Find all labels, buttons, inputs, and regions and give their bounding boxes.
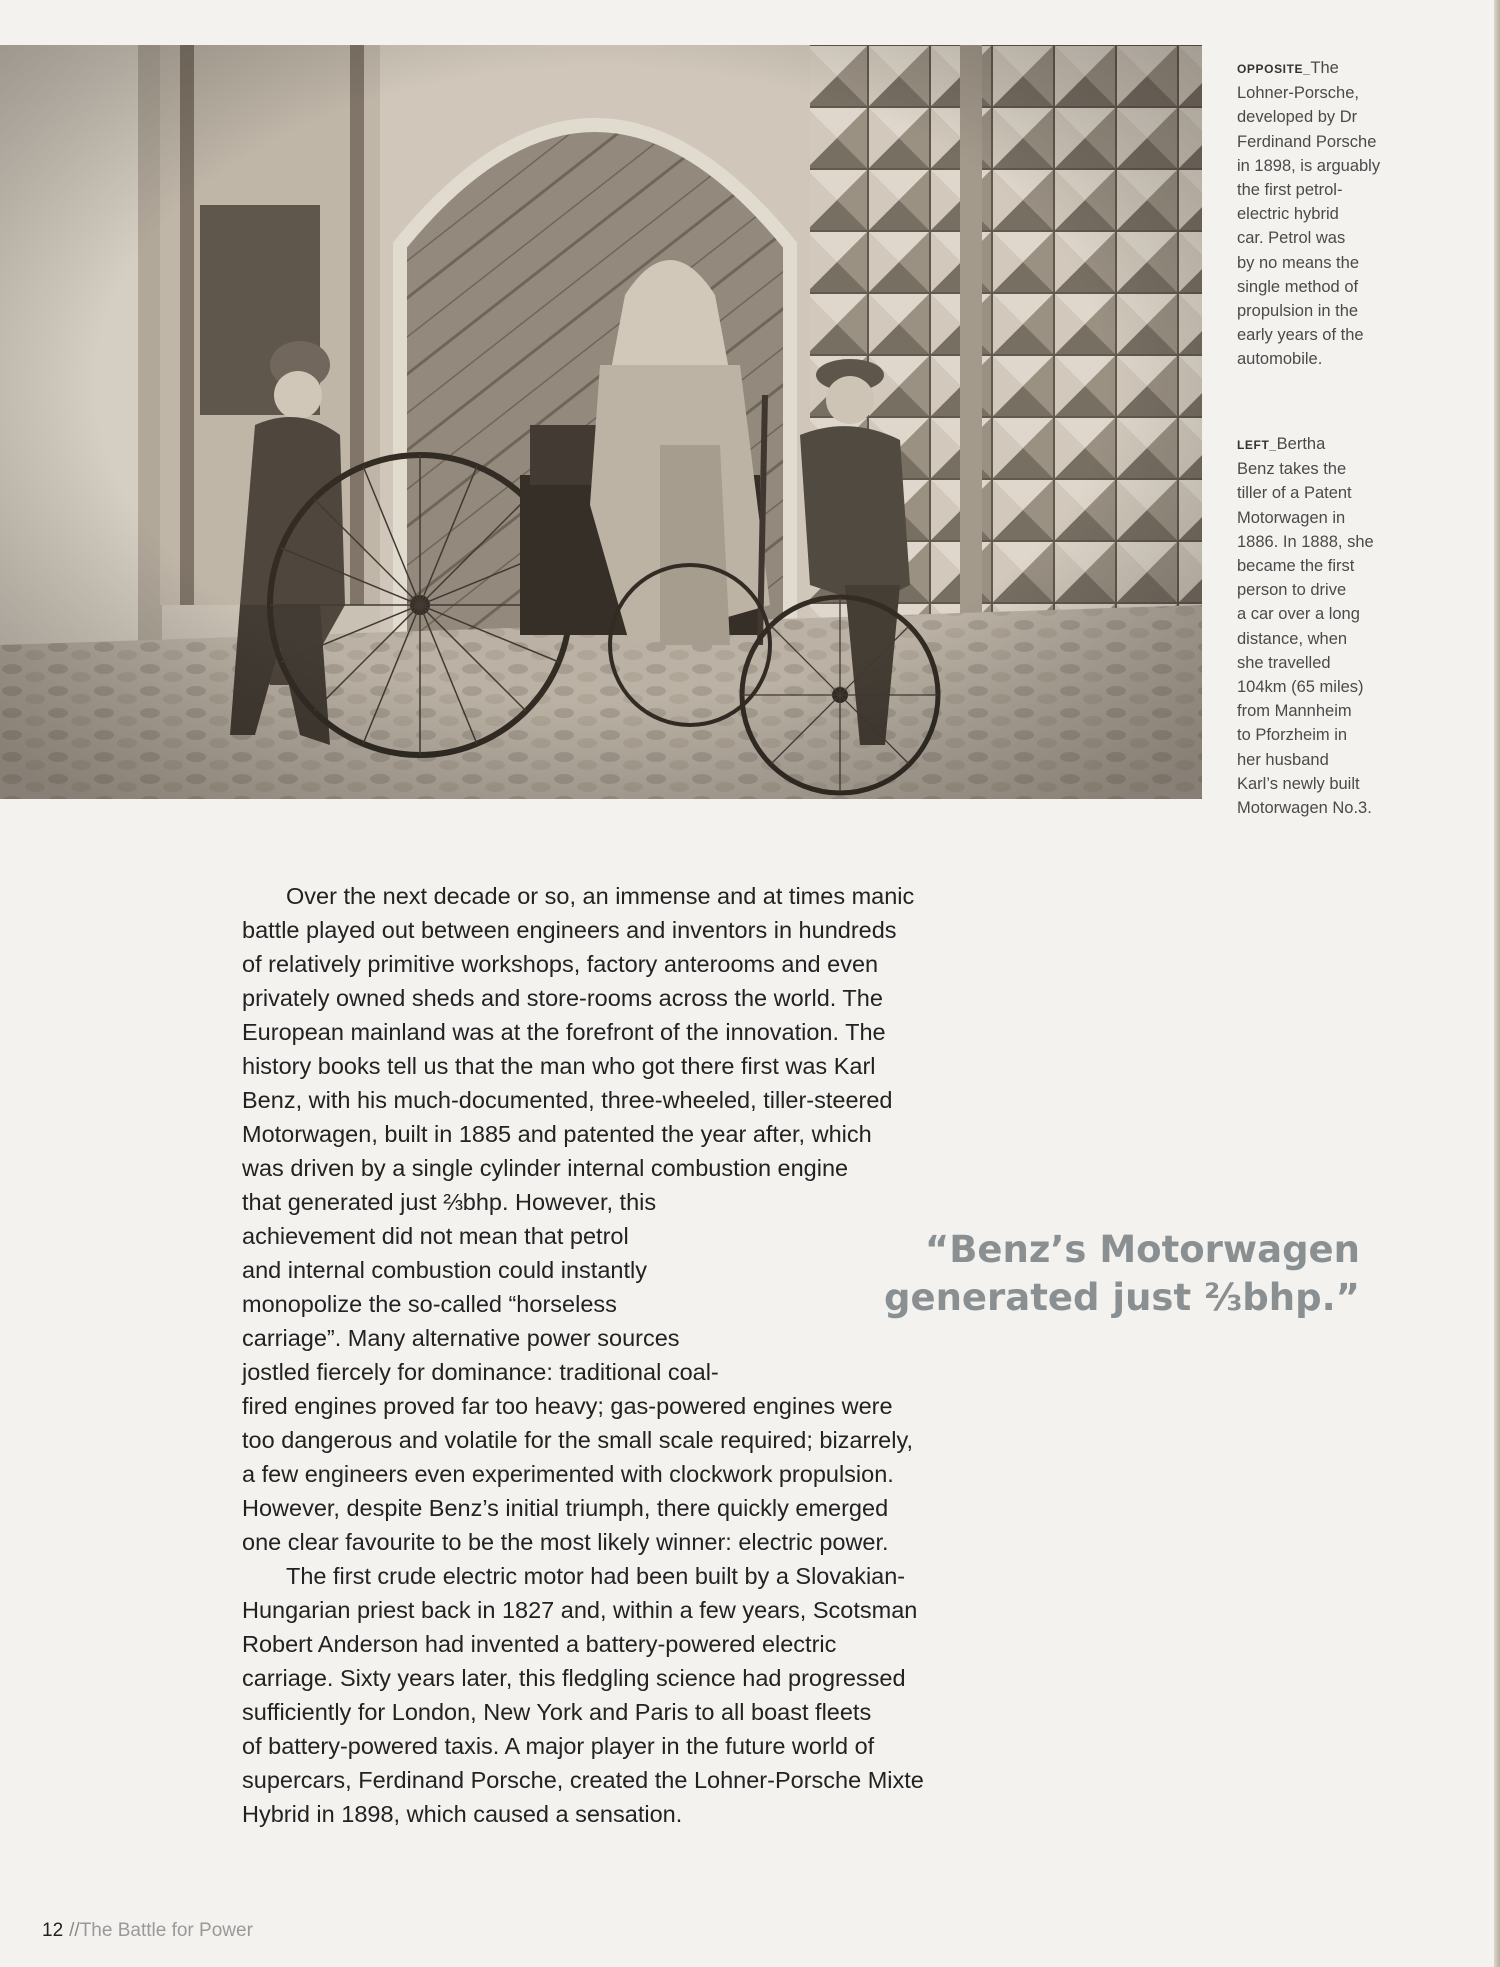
photo-illustration (0, 45, 1202, 799)
section-title: The Battle for Power (79, 1920, 253, 1941)
body-line: Over the next decade or so, an immense and at times manic (286, 883, 915, 909)
body-line: However, despite Benz’s initial triumph, there quickly emerged (242, 1495, 889, 1521)
caption-label: OPPOSITE_ (1237, 62, 1311, 76)
photo-bertha-benz-motorwagen (0, 45, 1202, 799)
body-line: sufficiently for London, New York and Paris to all boast fleets (242, 1699, 872, 1725)
caption-text: The Lohner-Porsche, developed by Dr Ferdinand Porsche in 1898, is arguably the first petrol- electric hybrid car. Petrol was by no means the single method of propulsion in the early years of the automobile. (1237, 59, 1381, 369)
body-line: of battery-powered taxis. A major player in the future world of (242, 1733, 875, 1759)
page-footer (42, 1920, 253, 1942)
body-line: Benz, with his much-documented, three-wheeled, tiller-steered (242, 1087, 893, 1113)
body-line: of relatively primitive workshops, factory anterooms and even (242, 951, 879, 977)
body-line: carriage”. Many alternative power sources (242, 1325, 680, 1351)
body-line: was driven by a single cylinder internal combustion engine (242, 1155, 849, 1181)
body-line: achievement did not mean that petrol (242, 1223, 629, 1249)
body-line: too dangerous and volatile for the small scale required; bizarrely, (242, 1427, 913, 1453)
body-line: supercars, Ferdinand Porsche, created the Lohner-Porsche Mixte (242, 1767, 924, 1793)
body-line: Hungarian priest back in 1827 and, within a few years, Scotsman (242, 1597, 918, 1623)
pull-quote: “Benz’s Motorwagen generated just ⅔bhp.” (884, 1228, 1360, 1319)
caption-left (1237, 432, 1427, 820)
body-line: monopolize the so-called “horseless (242, 1291, 617, 1317)
caption-opposite (1237, 56, 1427, 372)
body-line: battle played out between engineers and inventors in hundreds (242, 917, 897, 943)
page-edge (1494, 0, 1500, 1967)
body-line: Motorwagen, built in 1885 and patented the year after, which (242, 1121, 872, 1147)
body-line: that generated just ⅔bhp. However, this (242, 1189, 657, 1215)
body-line: a few engineers even experimented with clockwork propulsion. (242, 1461, 894, 1487)
body-line: European mainland was at the forefront of the innovation. The (242, 1019, 886, 1045)
footer-separator: // (69, 1920, 80, 1941)
body-line: history books tell us that the man who got there first was Karl (242, 1053, 876, 1079)
caption-text: Bertha Benz takes the tiller of a Patent Motorwagen in 1886. In 1888, she became the first person to drive a car over a long distance, when she travelled 104km (65 miles) from Mannheim to Pforzheim in her husband Karl’s newly built Motorwagen No.3. (1237, 435, 1374, 818)
body-line: The first crude electric motor had been built by a Slovakian- (286, 1563, 906, 1589)
body-line: jostled fiercely for dominance: traditional coal- (242, 1359, 719, 1385)
body-line: Robert Anderson had invented a battery-powered electric (242, 1631, 837, 1657)
body-line: one clear favourite to be the most likely winner: electric power. (242, 1529, 889, 1555)
body-line: carriage. Sixty years later, this fledgling science had progressed (242, 1665, 906, 1691)
body-line: privately owned sheds and store-rooms across the world. The (242, 985, 883, 1011)
body-line: and internal combustion could instantly (242, 1257, 647, 1283)
body-line: Hybrid in 1898, which caused a sensation. (242, 1801, 683, 1827)
page-number: 12 (42, 1920, 64, 1941)
body-line: fired engines proved far too heavy; gas-powered engines were (242, 1393, 893, 1419)
caption-label: LEFT_ (1237, 438, 1277, 452)
